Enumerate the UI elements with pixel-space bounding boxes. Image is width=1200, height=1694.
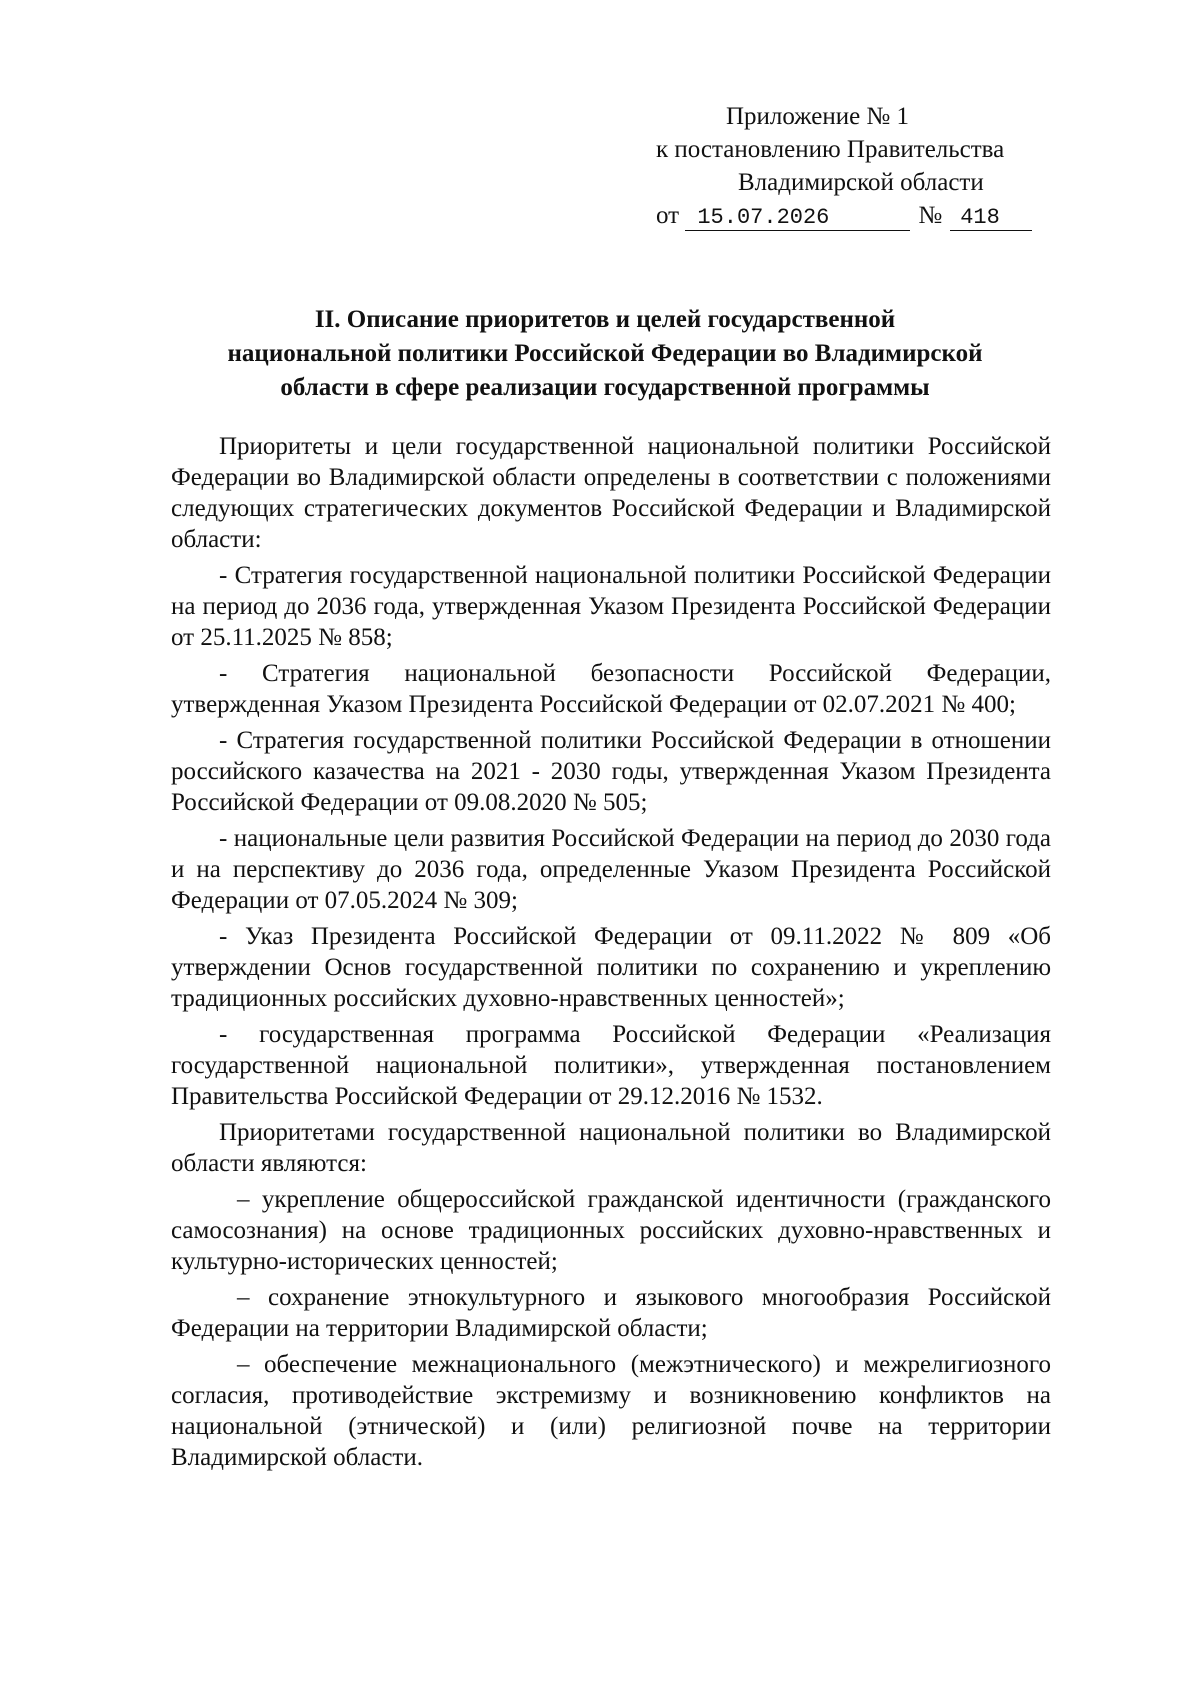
priority-item-harmony: – обеспечение межнационального (межэтнического) и межрелигиозного согласия, противодействие экстремизму и возникновению конфликтов на национальной (этнической) и (или) религиозной почве на территории Владимирской области. [171, 1351, 1051, 1471]
date-prefix: от [656, 202, 680, 229]
resolution-date: 15.07.2026 [685, 206, 910, 231]
region-name: Владимирской области [738, 169, 984, 196]
appendix-label: Приложение № 1 [726, 103, 910, 130]
date-number-line [600, 199, 1100, 232]
priority-item-identity: – укрепление общероссийской гражданской идентичности (гражданского самосознания) на основе традиционных российских духовно-нравственных и культурно-исторических ценностей; [171, 1186, 1051, 1275]
section-title-line-3: области в сфере реализации государственной программы [280, 374, 930, 401]
section-title [160, 303, 1050, 405]
document-body [171, 431, 1051, 1478]
section-title-line-1: II. Описание приоритетов и целей государственной [314, 306, 896, 333]
list-item-strategy-cossacks: - Стратегия государственной политики Российской Федерации в отношении российского казачества на 2021 - 2030 годы, утвержденная Указом Президента Российской Федерации от 09.08.2020 № 505; [171, 727, 1051, 816]
list-item-decree-values: - Указ Президента Российской Федерации от 09.11.2022 № 809 «Об утверждении Основ государственной политики по сохранению и укреплению традиционных российских духовно-нравственных ценностей»; [171, 923, 1051, 1012]
list-item-national-goals: - национальные цели развития Российской Федерации на период до 2030 года и на перспективу до 2036 года, определенные Указом Президента Российской Федерации от 07.05.2024 № 309; [171, 825, 1051, 914]
resolution-reference: к постановлению Правительства [656, 136, 1005, 163]
resolution-number: 418 [950, 206, 1032, 231]
priority-item-diversity: – сохранение этнокультурного и языкового многообразия Российской Федерации на территории Владимирской области; [171, 1284, 1051, 1342]
number-sign: № [918, 202, 943, 229]
list-item-strategy-security: - Стратегия национальной безопасности Российской Федерации, утвержденная Указом Президента Российской Федерации от 02.07.2021 № 400; [171, 660, 1051, 718]
section-title-line-2: национальной политики Российской Федерации во Владимирской [227, 340, 983, 367]
paragraph-intro: Приоритеты и цели государственной национальной политики Российской Федерации во Владимирской области определены в соответствии с положениями следующих стратегических документов Российской Федерации и Владимирской области: [171, 433, 1051, 553]
paragraph-priorities: Приоритетами государственной национальной политики во Владимирской области являются: [171, 1119, 1051, 1177]
list-item-strategy-national-policy: - Стратегия государственной национальной политики Российской Федерации на период до 2036 года, утвержденная Указом Президента Российской Федерации от 25.11.2025 № 858; [171, 562, 1051, 651]
list-item-state-program: - государственная программа Российской Федерации «Реализация государственной национальной политики», утвержденная постановлением Правительства Российской Федерации от 29.12.2016 № 1532. [171, 1021, 1051, 1110]
appendix-header [600, 100, 1100, 232]
